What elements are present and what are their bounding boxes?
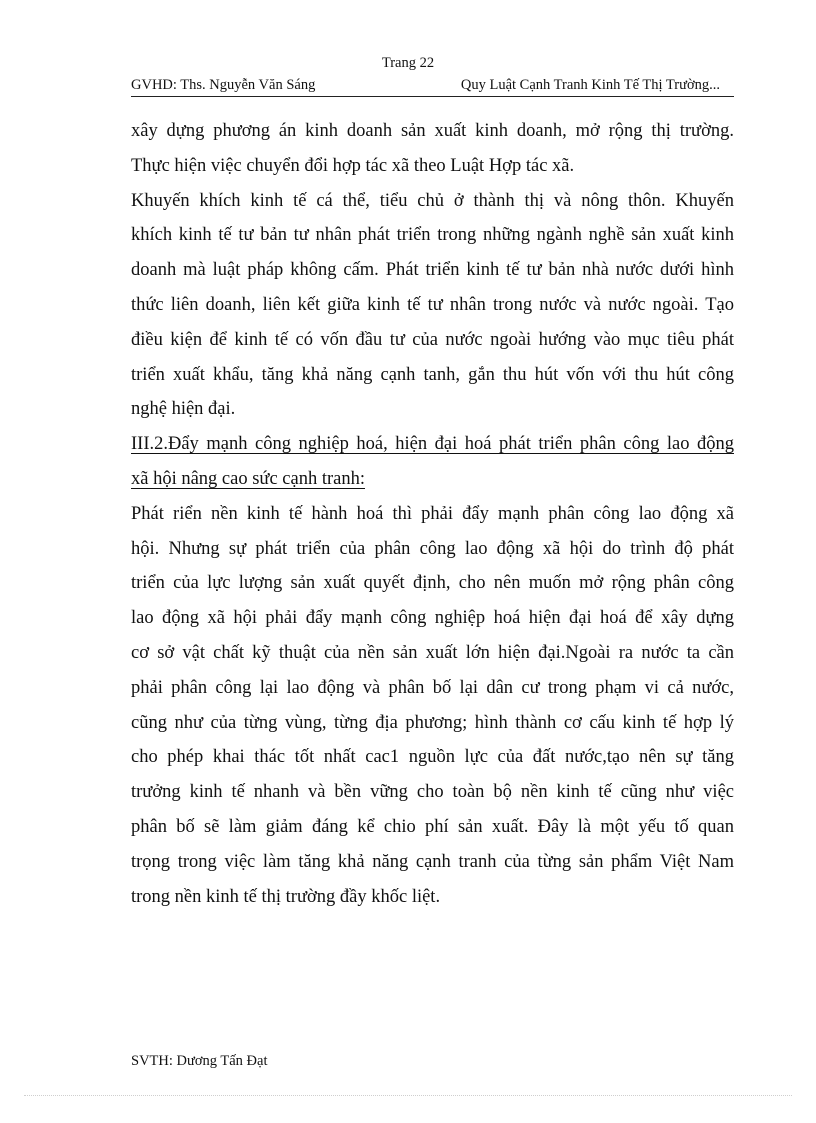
text-line: doanh mà luật pháp không cấm. Phát triển kinh tế tư bản nhà nước dưới hình xyxy=(131,260,734,281)
paragraph-2 xyxy=(131,184,734,428)
page-bottom-divider xyxy=(24,1095,792,1096)
text-line: cho phép khai thác tốt nhất cac1 nguồn lực của đất nước,tạo nên sự tăng xyxy=(131,747,734,768)
page-number: Trang 22 xyxy=(381,55,435,71)
text-line: phải phân công lại lao động và phân bố lại dân cư trong phạm vi cả nước, xyxy=(131,677,734,698)
text-line: phân bố sẽ làm giảm đáng kể chio phí sản xuất. Đây là một yếu tố quan xyxy=(131,816,734,837)
text-line: Phát riển nền kinh tế hành hoá thì phải đẩy mạnh phân công lao động xã xyxy=(131,503,734,524)
heading-line: III.2.Đẩy mạnh công nghiệp hoá, hiện đại hoá phát triển phân công lao động xyxy=(131,434,734,455)
paragraph-3 xyxy=(131,497,734,915)
text-line: trọng trong việc làm tăng khả năng cạnh tranh của từng sản phẩm Việt Nam xyxy=(131,851,734,872)
text-line: điều kiện để kinh tế có vốn đầu tư của nước ngoài hướng vào mục tiêu phát xyxy=(131,329,734,350)
text-line: trưởng kinh tế nhanh và bền vững cho toàn bộ nền kinh tế cũng như việc xyxy=(131,782,734,803)
paragraph-1 xyxy=(131,114,734,184)
header-title: Quy Luật Cạnh Tranh Kinh Tế Thị Trường... xyxy=(460,77,720,93)
body-text xyxy=(131,114,734,914)
page-header xyxy=(131,77,734,97)
text-line: thức liên doanh, liên kết giữa kinh tế tư nhân trong nước và nước ngoài. Tạo xyxy=(131,294,734,315)
text-line: khích kinh tế tư bản tư nhân phát triển trong những ngành nghề sản xuất kinh xyxy=(131,225,734,246)
text-line: Khuyến khích kinh tế cá thể, tiểu chủ ở thành thị và nông thôn. Khuyến xyxy=(131,190,734,211)
text-line: trong nền kinh tế thị trường đầy khốc liệt. xyxy=(131,886,441,907)
section-heading xyxy=(131,427,734,497)
text-line: nghệ hiện đại. xyxy=(131,399,236,420)
text-line: triển xuất khẩu, tăng khả năng cạnh tanh, gắn thu hút vốn với thu hút công xyxy=(131,364,734,385)
header-advisor: GVHD: Ths. Nguyễn Văn Sáng xyxy=(131,77,316,93)
text-line: triển của lực lượng sản xuất quyết định, cho nên muốn mở rộng phân công xyxy=(131,573,734,594)
text-line: xây dựng phương án kinh doanh sản xuất kinh doanh, mở rộng thị trường. xyxy=(131,121,734,141)
page-footer: SVTH: Dương Tấn Đạt xyxy=(131,1053,268,1069)
text-line: lao động xã hội phải đẩy mạnh công nghiệp hoá hiện đại hoá để xây dựng xyxy=(131,608,734,629)
text-line: cũng như của từng vùng, từng địa phương; hình thành cơ cấu kinh tế hợp lý xyxy=(131,712,734,733)
text-line: hội. Nhưng sự phát triển của phân công lao động xã hội do trình độ phát xyxy=(131,538,734,559)
text-line: Thực hiện việc chuyển đổi hợp tác xã theo Luật Hợp tác xã. xyxy=(131,155,575,176)
text-line: cơ sở vật chất kỹ thuật của nền sản xuất lớn hiện đại.Ngoài ra nước ta cần xyxy=(131,642,734,663)
heading-line: xã hội nâng cao sức cạnh tranh: xyxy=(131,468,365,489)
